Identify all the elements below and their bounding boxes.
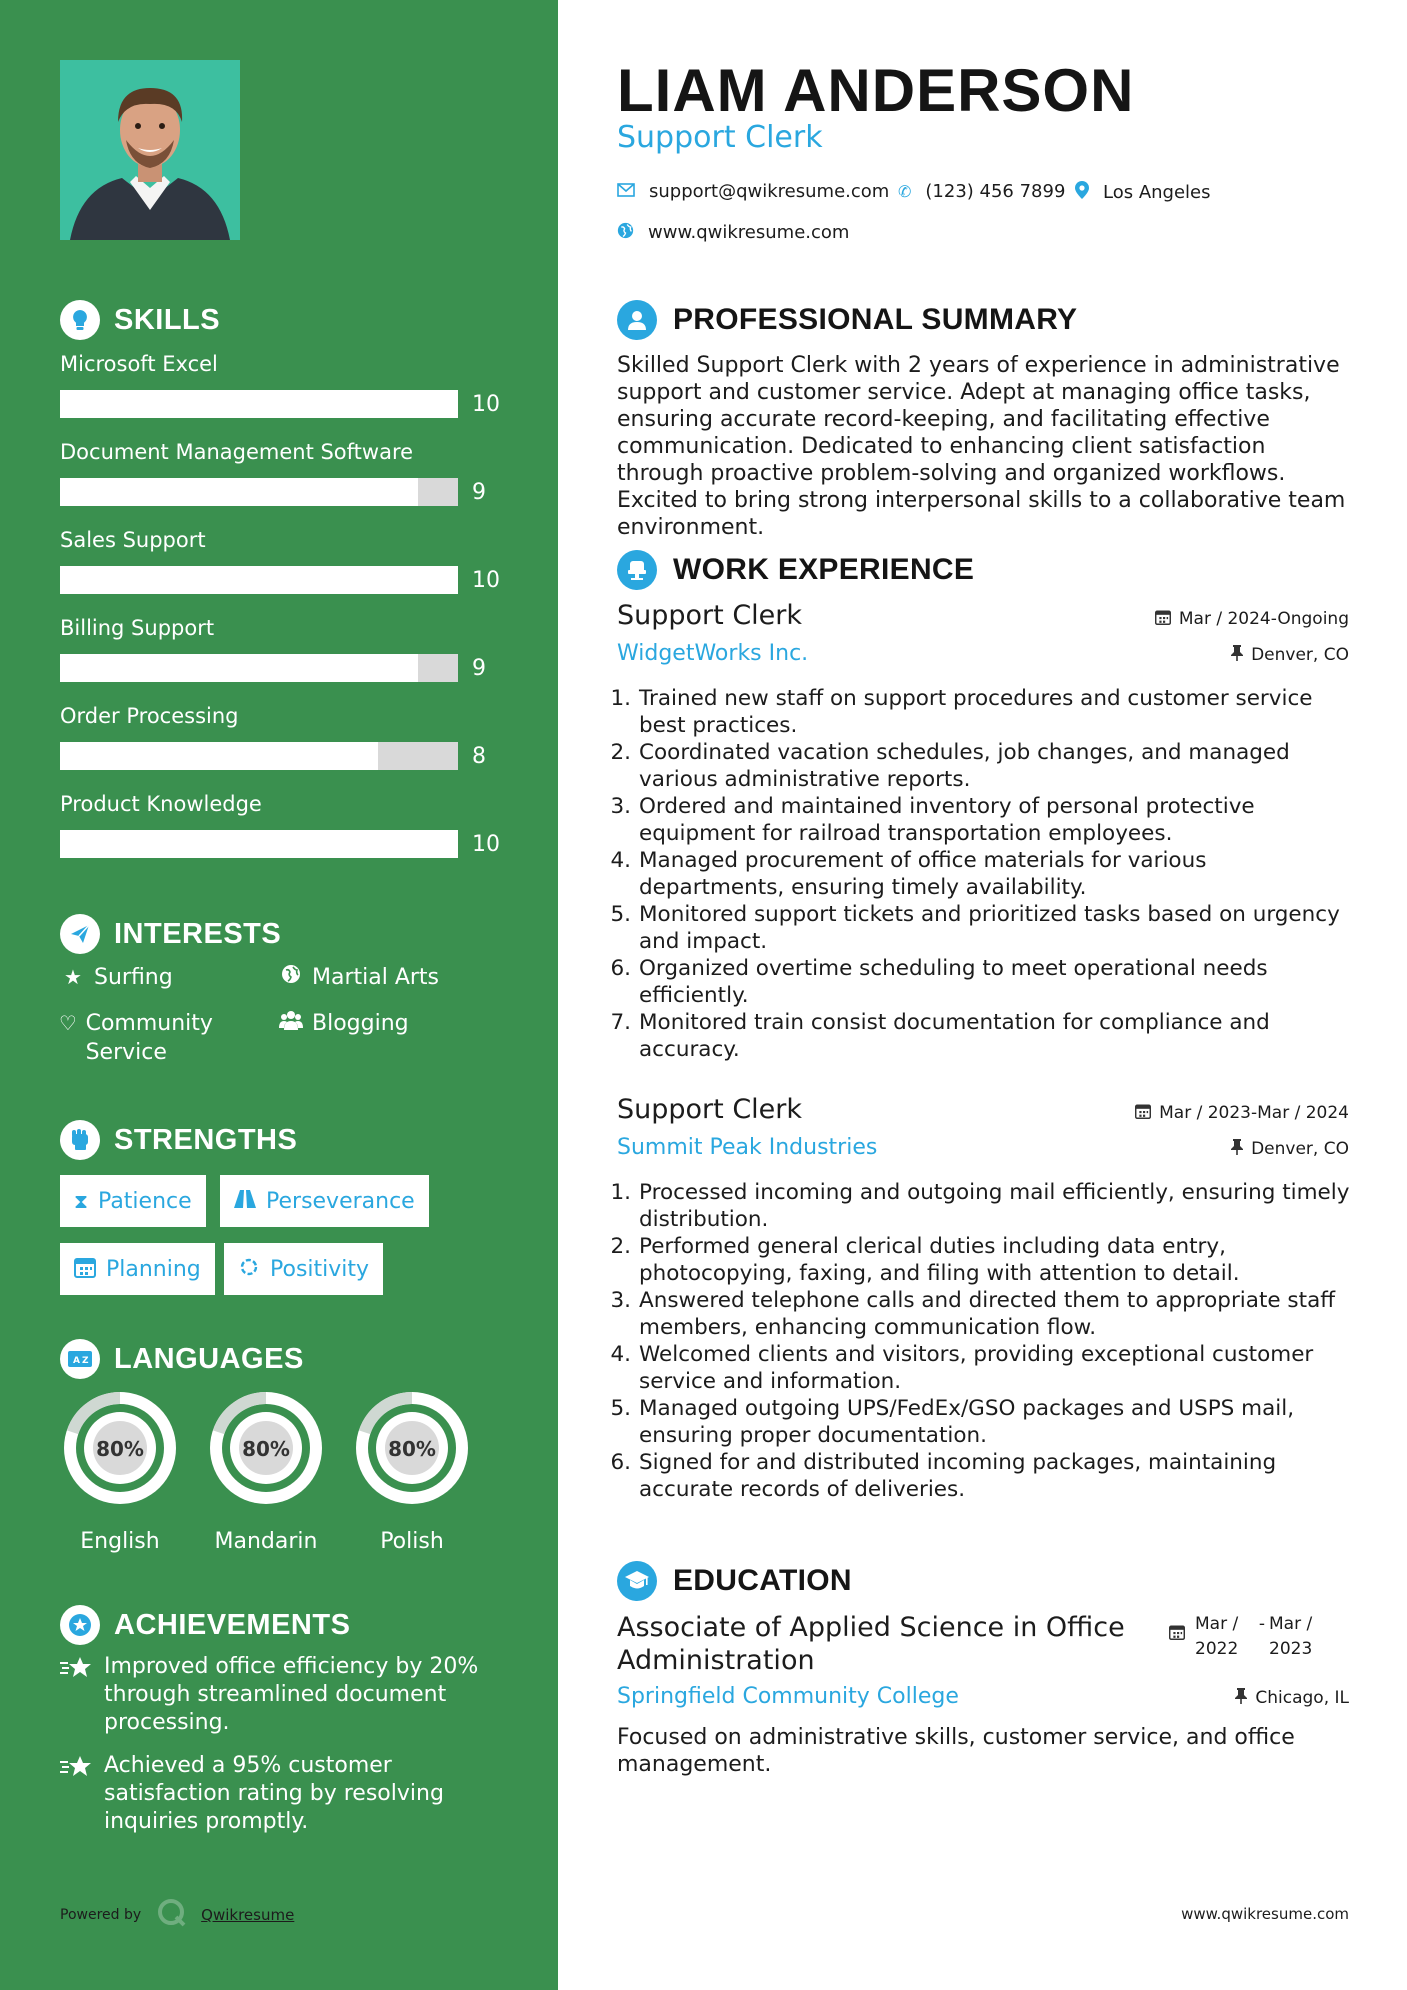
skill-bar-fill bbox=[60, 390, 458, 418]
list-item: 4. Managed procurement of office materials for various departments, ensuring timely availability. bbox=[610, 848, 1207, 900]
interest-label: Community Service bbox=[85, 1011, 213, 1065]
language-percent: 80% bbox=[242, 1437, 290, 1461]
job-title: Support Clerk bbox=[617, 1094, 803, 1125]
list-item: 4. Welcomed clients and visitors, providing exceptional customer service and information. bbox=[610, 1342, 1314, 1394]
interests-heading-text: INTERESTS bbox=[114, 917, 282, 950]
summary-heading bbox=[617, 300, 1077, 340]
achievement-text: Improved office efficiency by 20% through streamlined document processing. bbox=[104, 1654, 479, 1735]
job-dates-text: Mar / 2024-Ongoing bbox=[1178, 609, 1349, 629]
skill-value: 8 bbox=[472, 744, 486, 769]
skill-value: 9 bbox=[472, 480, 486, 505]
languages-heading-text: LANGUAGES bbox=[114, 1342, 304, 1375]
hourglass-icon: ⧗ bbox=[74, 1189, 89, 1213]
skill-value: 10 bbox=[472, 568, 500, 593]
job-location bbox=[1231, 1139, 1349, 1159]
list-item: 1. Trained new staff on support procedures and customer service best practices. bbox=[610, 686, 1313, 738]
job-dates-text: Mar / 2023-Mar / 2024 bbox=[1159, 1103, 1349, 1123]
interest-item bbox=[278, 963, 439, 992]
lightbulb-icon bbox=[60, 300, 100, 340]
education-heading-text: EDUCATION bbox=[673, 1564, 852, 1597]
achievement-item bbox=[60, 1752, 490, 1836]
list-item: 3. Ordered and maintained inventory of personal protective equipment for railroad transportation employees. bbox=[610, 794, 1255, 846]
skill-name: Document Management Software bbox=[60, 440, 414, 464]
svg-text:A: A bbox=[73, 1356, 81, 1366]
skill-bar bbox=[60, 478, 458, 506]
qwikresume-link[interactable]: Qwikresume bbox=[201, 1906, 295, 1924]
education-location-text: Chicago, IL bbox=[1255, 1688, 1349, 1708]
candidate-role: Support Clerk bbox=[617, 120, 823, 155]
skill-value: 10 bbox=[472, 392, 500, 417]
strength-badge bbox=[60, 1175, 206, 1227]
summary-heading-text: PROFESSIONAL SUMMARY bbox=[673, 303, 1078, 336]
strengths-heading bbox=[60, 1120, 297, 1160]
list-item: 5. Monitored support tickets and prioritized tasks based on urgency and impact. bbox=[610, 902, 1340, 954]
strength-label: Positivity bbox=[270, 1256, 370, 1282]
language-item bbox=[59, 1387, 181, 1554]
website-text[interactable]: www.qwikresume.com bbox=[648, 222, 850, 243]
language-item bbox=[351, 1387, 473, 1554]
skill-bar-fill bbox=[60, 742, 378, 770]
skill-row bbox=[60, 616, 500, 682]
calendar-icon bbox=[1169, 1622, 1185, 1647]
star-icon: ★ bbox=[64, 965, 82, 989]
languages-heading bbox=[60, 1339, 304, 1379]
skill-name: Product Knowledge bbox=[60, 792, 262, 816]
education-dates bbox=[1169, 1612, 1329, 1662]
skill-name: Sales Support bbox=[60, 528, 206, 552]
phone-text: (123) 456 7899 bbox=[925, 181, 1066, 202]
fist-icon bbox=[60, 1120, 100, 1160]
list-item: 2. Performed general clerical duties including data entry, photocopying, faxing, and filing with attention to detail. bbox=[610, 1234, 1240, 1286]
skill-row bbox=[60, 440, 500, 506]
road-icon bbox=[234, 1189, 256, 1213]
phone-icon: ✆ bbox=[898, 182, 912, 201]
contact-website bbox=[617, 222, 849, 243]
language-item bbox=[205, 1387, 327, 1554]
skill-row bbox=[60, 704, 500, 770]
language-gauge bbox=[351, 1387, 473, 1509]
job-location bbox=[1231, 645, 1349, 665]
interest-item bbox=[278, 1009, 409, 1038]
education-location bbox=[1235, 1688, 1349, 1708]
pushpin-icon bbox=[1231, 1139, 1243, 1159]
strength-label: Patience bbox=[98, 1188, 192, 1214]
candidate-name: LIAM ANDERSON bbox=[617, 57, 1135, 124]
powered-by-text: Powered by bbox=[60, 1907, 142, 1923]
education-heading bbox=[617, 1561, 852, 1601]
job-dates bbox=[1155, 609, 1349, 629]
job-duties-list bbox=[610, 1179, 1357, 1503]
skill-bar-fill bbox=[60, 830, 458, 858]
skill-bar bbox=[60, 566, 458, 594]
list-item: 3. Answered telephone calls and directed them to appropriate staff members, enhancing communication flow. bbox=[610, 1288, 1336, 1340]
interest-item bbox=[60, 963, 173, 992]
interest-label: Martial Arts bbox=[312, 965, 440, 990]
qwikresume-logo-icon bbox=[157, 1898, 187, 1932]
skill-value: 10 bbox=[472, 832, 500, 857]
strength-badge bbox=[224, 1243, 383, 1295]
language-icon bbox=[60, 1339, 100, 1379]
sun-icon bbox=[238, 1256, 260, 1283]
education-start: Mar / 2022 bbox=[1195, 1614, 1239, 1659]
paper-plane-icon bbox=[60, 914, 100, 954]
company-name: Summit Peak Industries bbox=[617, 1135, 878, 1160]
job-duties-list bbox=[610, 685, 1357, 1063]
date-separator: - bbox=[1258, 1614, 1266, 1634]
user-icon bbox=[617, 300, 657, 340]
calendar-icon bbox=[1135, 1103, 1151, 1123]
envelope-icon bbox=[617, 182, 635, 201]
strength-badge bbox=[60, 1243, 215, 1295]
list-item: 1. Processed incoming and outgoing mail efficiently, ensuring timely distribution. bbox=[610, 1180, 1350, 1232]
skill-bar bbox=[60, 390, 458, 418]
list-item: 7. Monitored train consist documentation for compliance and accuracy. bbox=[610, 1010, 1270, 1062]
skill-row bbox=[60, 792, 500, 858]
list-item: 6. Signed for and distributed incoming packages, maintaining accurate records of deliveries. bbox=[610, 1450, 1277, 1502]
strength-badge bbox=[220, 1175, 429, 1227]
contact-email bbox=[617, 181, 889, 202]
location-text: Los Angeles bbox=[1103, 181, 1211, 203]
school-name: Springfield Community College bbox=[617, 1684, 959, 1709]
strengths-heading-text: STRENGTHS bbox=[114, 1123, 298, 1156]
trophy-star-icon bbox=[60, 1653, 94, 1737]
skill-bar-fill bbox=[60, 654, 418, 682]
skill-row bbox=[60, 528, 500, 594]
degree-title: Associate of Applied Science in Office Administration bbox=[617, 1612, 1125, 1676]
profile-photo bbox=[60, 60, 240, 240]
globe-icon bbox=[278, 963, 304, 992]
skill-bar-fill bbox=[60, 566, 458, 594]
interest-item bbox=[58, 1009, 248, 1067]
skill-value: 9 bbox=[472, 656, 486, 681]
language-name: Polish bbox=[380, 1529, 444, 1554]
interest-label: Surfing bbox=[94, 965, 173, 990]
experience-heading-text: WORK EXPERIENCE bbox=[673, 553, 975, 586]
list-item: 2. Coordinated vacation schedules, job changes, and managed various administrative reports. bbox=[610, 740, 1290, 792]
skill-bar bbox=[60, 830, 458, 858]
users-icon bbox=[278, 1009, 304, 1038]
skills-heading-text: SKILLS bbox=[114, 303, 221, 336]
heart-hand-icon: ♡ bbox=[58, 1011, 77, 1035]
language-percent: 80% bbox=[388, 1437, 436, 1461]
star-badge-icon bbox=[60, 1605, 100, 1645]
calendar-icon bbox=[74, 1256, 96, 1283]
skill-row bbox=[60, 352, 500, 418]
job-location-text: Denver, CO bbox=[1251, 1139, 1349, 1159]
summary-text: Skilled Support Clerk with 2 years of experience in administrative support and customer service. Adept at managing office tasks, ensuring accurate record-keeping, and facilitating effective communication. Dedicated to enhancing client satisfaction through proactive problem-solving and organized workflows. Excited to bring strong interpersonal skills to a collaborative team environment. bbox=[617, 353, 1346, 540]
education-end: Mar / 2023 bbox=[1269, 1614, 1313, 1659]
company-name: WidgetWorks Inc. bbox=[617, 641, 809, 666]
language-gauge bbox=[59, 1387, 181, 1509]
list-item: 5. Managed outgoing UPS/FedEx/GSO packages and USPS mail, ensuring proper documentation. bbox=[610, 1396, 1295, 1448]
powered-by bbox=[60, 1898, 294, 1932]
job-title: Support Clerk bbox=[617, 600, 803, 631]
job-location-text: Denver, CO bbox=[1251, 645, 1349, 665]
skills-heading bbox=[60, 300, 220, 340]
strength-label: Planning bbox=[106, 1256, 201, 1282]
calendar-icon bbox=[1155, 609, 1171, 629]
education-description: Focused on administrative skills, customer service, and office management. bbox=[617, 1725, 1295, 1777]
job-dates bbox=[1135, 1103, 1349, 1123]
achievement-text: Achieved a 95% customer satisfaction rating by resolving inquiries promptly. bbox=[104, 1753, 444, 1834]
globe-icon bbox=[617, 222, 634, 243]
achievements-heading bbox=[60, 1605, 350, 1645]
skill-bar bbox=[60, 742, 458, 770]
skill-bar bbox=[60, 654, 458, 682]
pushpin-icon bbox=[1231, 645, 1243, 665]
interests-heading bbox=[60, 914, 281, 954]
language-percent: 80% bbox=[96, 1437, 144, 1461]
skill-bar-fill bbox=[60, 478, 418, 506]
experience-heading bbox=[617, 550, 974, 590]
interest-label: Blogging bbox=[312, 1011, 409, 1036]
sidebar bbox=[0, 0, 558, 1990]
graduation-cap-icon bbox=[617, 1561, 657, 1601]
language-gauge bbox=[205, 1387, 327, 1509]
footer-url[interactable]: www.qwikresume.com bbox=[1181, 1905, 1349, 1923]
svg-text:Z: Z bbox=[82, 1356, 90, 1366]
pushpin-icon bbox=[1235, 1688, 1247, 1708]
skill-name: Microsoft Excel bbox=[60, 352, 218, 376]
contact-location bbox=[1075, 181, 1211, 203]
achievement-item bbox=[60, 1653, 490, 1737]
achievements-heading-text: ACHIEVEMENTS bbox=[114, 1608, 351, 1641]
email-text[interactable]: support@qwikresume.com bbox=[649, 181, 890, 202]
language-name: Mandarin bbox=[214, 1529, 318, 1554]
skill-name: Billing Support bbox=[60, 616, 215, 640]
contact-phone bbox=[898, 181, 1065, 202]
list-item: 6. Organized overtime scheduling to meet operational needs efficiently. bbox=[610, 956, 1268, 1008]
skill-name: Order Processing bbox=[60, 704, 239, 728]
map-pin-icon bbox=[1075, 181, 1089, 203]
trophy-star-icon bbox=[60, 1752, 94, 1836]
strength-label: Perseverance bbox=[266, 1188, 415, 1214]
language-name: English bbox=[80, 1529, 160, 1554]
briefcase-icon bbox=[617, 550, 657, 590]
